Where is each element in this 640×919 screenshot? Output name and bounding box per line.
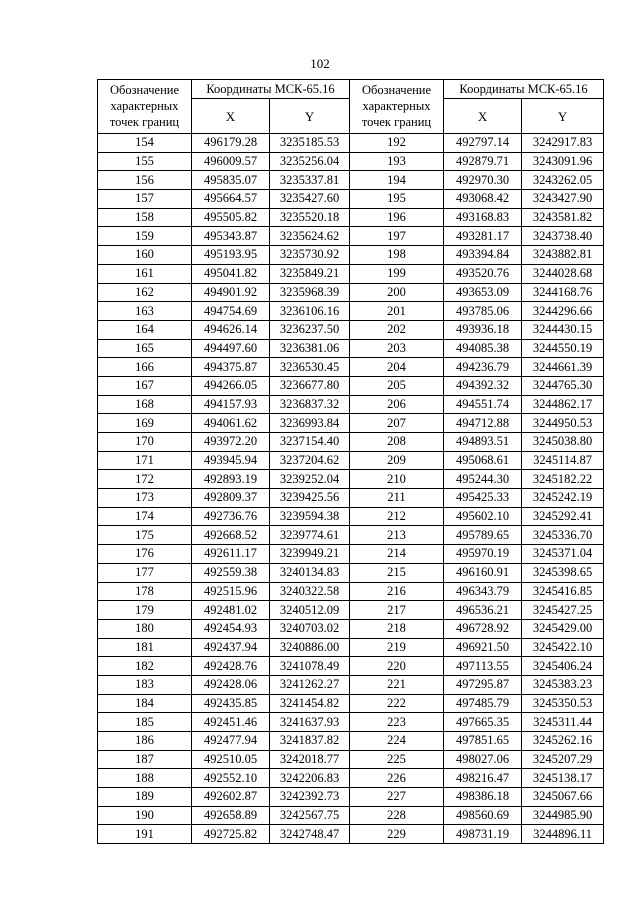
table-row: [98, 414, 604, 433]
left-x-value: 492481.02: [192, 601, 270, 620]
left-x-value: 492428.06: [192, 675, 270, 694]
left-point-number: 190: [98, 806, 192, 825]
right-point-number: 218: [350, 619, 444, 638]
left-x-value: 495343.87: [192, 227, 270, 246]
left-x-value: 494157.93: [192, 395, 270, 414]
right-x-value: 492879.71: [444, 152, 522, 171]
right-y-value: 3245067.66: [522, 788, 604, 807]
right-x-value: 494236.79: [444, 358, 522, 377]
right-point-number: 204: [350, 358, 444, 377]
left-x-value: 492435.85: [192, 694, 270, 713]
left-y-value: 3239425.56: [270, 489, 350, 508]
left-y-value: 3239252.04: [270, 470, 350, 489]
left-point-number: 173: [98, 489, 192, 508]
right-x-value: 492797.14: [444, 134, 522, 153]
right-point-number: 213: [350, 526, 444, 545]
right-y-value: 3245292.41: [522, 507, 604, 526]
left-point-number: 168: [98, 395, 192, 414]
right-point-number: 207: [350, 414, 444, 433]
left-x-value: 492736.76: [192, 507, 270, 526]
left-x-value: 494061.62: [192, 414, 270, 433]
left-y-value: 3241262.27: [270, 675, 350, 694]
left-y-value: 3235256.04: [270, 152, 350, 171]
left-point-number: 179: [98, 601, 192, 620]
left-x-value: 492437.94: [192, 638, 270, 657]
right-point-number: 212: [350, 507, 444, 526]
table-row: [98, 152, 604, 171]
right-point-number: 205: [350, 376, 444, 395]
left-point-number: 159: [98, 227, 192, 246]
header-y-right: Y: [522, 99, 604, 134]
table-row: [98, 190, 604, 209]
right-y-value: 3245429.00: [522, 619, 604, 638]
left-y-value: 3235968.39: [270, 283, 350, 302]
left-point-number: 155: [98, 152, 192, 171]
table-row: [98, 134, 604, 153]
right-y-value: 3244950.53: [522, 414, 604, 433]
left-point-number: 177: [98, 563, 192, 582]
right-y-value: 3244430.15: [522, 320, 604, 339]
left-y-value: 3240322.58: [270, 582, 350, 601]
table-row: [98, 395, 604, 414]
left-y-value: 3235427.60: [270, 190, 350, 209]
header-x-right: X: [444, 99, 522, 134]
left-x-value: 495193.95: [192, 246, 270, 265]
right-x-value: 495425.33: [444, 489, 522, 508]
right-point-number: 222: [350, 694, 444, 713]
left-x-value: 492668.52: [192, 526, 270, 545]
left-x-value: 495664.57: [192, 190, 270, 209]
right-point-number: 220: [350, 657, 444, 676]
right-x-value: 496728.92: [444, 619, 522, 638]
right-point-number: 201: [350, 302, 444, 321]
right-x-value: 497113.55: [444, 657, 522, 676]
left-y-value: 3235849.21: [270, 264, 350, 283]
right-x-value: 492970.30: [444, 171, 522, 190]
left-x-value: 492893.19: [192, 470, 270, 489]
right-y-value: 3245350.53: [522, 694, 604, 713]
left-x-value: 492451.46: [192, 713, 270, 732]
left-y-value: 3235185.53: [270, 134, 350, 153]
right-x-value: 493168.83: [444, 208, 522, 227]
right-point-number: 215: [350, 563, 444, 582]
left-x-value: 492428.76: [192, 657, 270, 676]
left-y-value: 3242748.47: [270, 825, 350, 844]
left-x-value: 494266.05: [192, 376, 270, 395]
right-point-number: 221: [350, 675, 444, 694]
table-row: [98, 619, 604, 638]
left-y-value: 3236530.45: [270, 358, 350, 377]
right-x-value: 494712.88: [444, 414, 522, 433]
right-x-value: 495970.19: [444, 545, 522, 564]
left-point-number: 157: [98, 190, 192, 209]
left-point-number: 161: [98, 264, 192, 283]
left-x-value: 492477.94: [192, 732, 270, 751]
coordinates-table: [97, 79, 604, 844]
left-x-value: 496009.57: [192, 152, 270, 171]
right-point-number: 194: [350, 171, 444, 190]
right-y-value: 3242917.83: [522, 134, 604, 153]
right-x-value: 493785.06: [444, 302, 522, 321]
left-y-value: 3240886.00: [270, 638, 350, 657]
left-y-value: 3235337.81: [270, 171, 350, 190]
right-x-value: 498386.18: [444, 788, 522, 807]
left-point-number: 176: [98, 545, 192, 564]
right-point-number: 208: [350, 433, 444, 452]
left-y-value: 3237204.62: [270, 451, 350, 470]
table-row: [98, 638, 604, 657]
right-point-number: 200: [350, 283, 444, 302]
left-x-value: 494754.69: [192, 302, 270, 321]
table-row: [98, 208, 604, 227]
right-y-value: 3245398.65: [522, 563, 604, 582]
right-y-value: 3245182.22: [522, 470, 604, 489]
left-y-value: 3239774.61: [270, 526, 350, 545]
table-row: [98, 171, 604, 190]
left-point-number: 175: [98, 526, 192, 545]
left-point-number: 178: [98, 582, 192, 601]
left-point-number: 164: [98, 320, 192, 339]
right-x-value: 495244.30: [444, 470, 522, 489]
left-y-value: 3241454.82: [270, 694, 350, 713]
left-x-value: 494626.14: [192, 320, 270, 339]
right-y-value: 3243581.82: [522, 208, 604, 227]
left-point-number: 187: [98, 750, 192, 769]
right-x-value: 497851.65: [444, 732, 522, 751]
left-x-value: 495505.82: [192, 208, 270, 227]
right-x-value: 497485.79: [444, 694, 522, 713]
table-row: [98, 526, 604, 545]
table-row: [98, 320, 604, 339]
right-y-value: 3245336.70: [522, 526, 604, 545]
right-point-number: 219: [350, 638, 444, 657]
table-body: [98, 134, 604, 844]
left-point-number: 156: [98, 171, 192, 190]
left-point-number: 188: [98, 769, 192, 788]
right-point-number: 199: [350, 264, 444, 283]
left-point-number: 166: [98, 358, 192, 377]
table-row: [98, 769, 604, 788]
right-point-number: 203: [350, 339, 444, 358]
left-x-value: 492658.89: [192, 806, 270, 825]
left-y-value: 3235520.18: [270, 208, 350, 227]
left-y-value: 3240512.09: [270, 601, 350, 620]
right-point-number: 227: [350, 788, 444, 807]
right-x-value: 494893.51: [444, 433, 522, 452]
table-row: [98, 302, 604, 321]
left-point-number: 184: [98, 694, 192, 713]
table-row: [98, 750, 604, 769]
right-y-value: 3243738.40: [522, 227, 604, 246]
right-y-value: 3245262.16: [522, 732, 604, 751]
right-x-value: 498731.19: [444, 825, 522, 844]
table-row: [98, 227, 604, 246]
right-y-value: 3245371.04: [522, 545, 604, 564]
table-header: [98, 80, 604, 134]
right-x-value: 494085.38: [444, 339, 522, 358]
right-point-number: 223: [350, 713, 444, 732]
table-row: [98, 246, 604, 265]
left-point-number: 191: [98, 825, 192, 844]
left-point-number: 171: [98, 451, 192, 470]
right-point-number: 225: [350, 750, 444, 769]
right-point-number: 192: [350, 134, 444, 153]
left-x-value: 495835.07: [192, 171, 270, 190]
left-x-value: 492559.38: [192, 563, 270, 582]
table-row: [98, 563, 604, 582]
left-point-number: 165: [98, 339, 192, 358]
right-y-value: 3243427.90: [522, 190, 604, 209]
left-y-value: 3242206.83: [270, 769, 350, 788]
left-x-value: 492809.37: [192, 489, 270, 508]
table-row: [98, 489, 604, 508]
left-point-number: 172: [98, 470, 192, 489]
right-y-value: 3245406.24: [522, 657, 604, 676]
right-x-value: 493520.76: [444, 264, 522, 283]
right-y-value: 3244296.66: [522, 302, 604, 321]
right-x-value: 496160.91: [444, 563, 522, 582]
left-y-value: 3239594.38: [270, 507, 350, 526]
right-y-value: 3245242.19: [522, 489, 604, 508]
right-x-value: 493281.17: [444, 227, 522, 246]
right-y-value: 3244765.30: [522, 376, 604, 395]
left-y-value: 3241078.49: [270, 657, 350, 676]
right-x-value: 495789.65: [444, 526, 522, 545]
right-x-value: 495068.61: [444, 451, 522, 470]
left-y-value: 3236381.06: [270, 339, 350, 358]
right-x-value: 493653.09: [444, 283, 522, 302]
left-x-value: 496179.28: [192, 134, 270, 153]
right-y-value: 3244168.76: [522, 283, 604, 302]
header-x-left: X: [192, 99, 270, 134]
left-point-number: 160: [98, 246, 192, 265]
table-row: [98, 451, 604, 470]
left-y-value: 3242018.77: [270, 750, 350, 769]
left-x-value: 495041.82: [192, 264, 270, 283]
table-row: [98, 376, 604, 395]
right-y-value: 3245383.23: [522, 675, 604, 694]
left-x-value: 492725.82: [192, 825, 270, 844]
right-x-value: 498027.06: [444, 750, 522, 769]
left-x-value: 494375.87: [192, 358, 270, 377]
left-y-value: 3236837.32: [270, 395, 350, 414]
right-y-value: 3245416.85: [522, 582, 604, 601]
right-point-number: 206: [350, 395, 444, 414]
header-y-left: Y: [270, 99, 350, 134]
left-y-value: 3236106.16: [270, 302, 350, 321]
right-x-value: 497665.35: [444, 713, 522, 732]
right-y-value: 3245207.29: [522, 750, 604, 769]
right-y-value: 3244862.17: [522, 395, 604, 414]
right-point-number: 196: [350, 208, 444, 227]
left-point-number: 158: [98, 208, 192, 227]
right-point-number: 211: [350, 489, 444, 508]
left-point-number: 186: [98, 732, 192, 751]
right-x-value: 493394.84: [444, 246, 522, 265]
table-row: [98, 657, 604, 676]
right-y-value: 3243882.81: [522, 246, 604, 265]
right-x-value: 493068.42: [444, 190, 522, 209]
table-row: [98, 806, 604, 825]
left-point-number: 181: [98, 638, 192, 657]
header-point-designation-right: Обозначение характерных точек границ: [350, 80, 444, 134]
table-row: [98, 358, 604, 377]
table-row: [98, 264, 604, 283]
table-row: [98, 694, 604, 713]
right-y-value: 3245427.25: [522, 601, 604, 620]
header-coordinates-right: Координаты МСК-65.16: [444, 80, 604, 99]
left-y-value: 3237154.40: [270, 433, 350, 452]
right-point-number: 217: [350, 601, 444, 620]
left-y-value: 3240703.02: [270, 619, 350, 638]
table-row: [98, 582, 604, 601]
left-point-number: 180: [98, 619, 192, 638]
left-x-value: 492552.10: [192, 769, 270, 788]
left-x-value: 492611.17: [192, 545, 270, 564]
right-x-value: 497295.87: [444, 675, 522, 694]
table-row: [98, 283, 604, 302]
left-x-value: 492602.87: [192, 788, 270, 807]
page-number: 102: [310, 56, 330, 71]
left-point-number: 169: [98, 414, 192, 433]
left-point-number: 182: [98, 657, 192, 676]
right-point-number: 209: [350, 451, 444, 470]
right-y-value: 3244661.39: [522, 358, 604, 377]
right-point-number: 193: [350, 152, 444, 171]
right-point-number: 210: [350, 470, 444, 489]
right-y-value: 3244985.90: [522, 806, 604, 825]
header-point-designation-left: Обозначение характерных точек границ: [98, 80, 192, 134]
right-y-value: 3245422.10: [522, 638, 604, 657]
right-point-number: 224: [350, 732, 444, 751]
left-y-value: 3242567.75: [270, 806, 350, 825]
left-point-number: 163: [98, 302, 192, 321]
left-y-value: 3236237.50: [270, 320, 350, 339]
right-x-value: 494551.74: [444, 395, 522, 414]
right-y-value: 3244896.11: [522, 825, 604, 844]
left-x-value: 492515.96: [192, 582, 270, 601]
right-y-value: 3244550.19: [522, 339, 604, 358]
left-y-value: 3241837.82: [270, 732, 350, 751]
left-y-value: 3239949.21: [270, 545, 350, 564]
table-row: [98, 788, 604, 807]
right-x-value: 498216.47: [444, 769, 522, 788]
table-row: [98, 732, 604, 751]
left-point-number: 189: [98, 788, 192, 807]
right-y-value: 3245038.80: [522, 433, 604, 452]
left-y-value: 3240134.83: [270, 563, 350, 582]
right-y-value: 3243262.05: [522, 171, 604, 190]
left-x-value: 493945.94: [192, 451, 270, 470]
right-point-number: 229: [350, 825, 444, 844]
right-x-value: 495602.10: [444, 507, 522, 526]
right-point-number: 214: [350, 545, 444, 564]
table-row: [98, 545, 604, 564]
left-point-number: 167: [98, 376, 192, 395]
left-y-value: 3236677.80: [270, 376, 350, 395]
left-x-value: 492510.05: [192, 750, 270, 769]
left-x-value: 493972.20: [192, 433, 270, 452]
table-row: [98, 675, 604, 694]
right-point-number: 195: [350, 190, 444, 209]
right-x-value: 496343.79: [444, 582, 522, 601]
left-point-number: 154: [98, 134, 192, 153]
left-y-value: 3235624.62: [270, 227, 350, 246]
right-point-number: 216: [350, 582, 444, 601]
right-x-value: 496536.21: [444, 601, 522, 620]
table-row: [98, 433, 604, 452]
right-x-value: 496921.50: [444, 638, 522, 657]
table-row: [98, 470, 604, 489]
left-y-value: 3235730.92: [270, 246, 350, 265]
right-y-value: 3244028.68: [522, 264, 604, 283]
left-y-value: 3242392.73: [270, 788, 350, 807]
right-point-number: 226: [350, 769, 444, 788]
left-point-number: 185: [98, 713, 192, 732]
left-y-value: 3236993.84: [270, 414, 350, 433]
left-x-value: 492454.93: [192, 619, 270, 638]
left-point-number: 162: [98, 283, 192, 302]
table-row: [98, 825, 604, 844]
right-y-value: 3243091.96: [522, 152, 604, 171]
right-x-value: 493936.18: [444, 320, 522, 339]
table-row: [98, 339, 604, 358]
right-point-number: 197: [350, 227, 444, 246]
table-row: [98, 713, 604, 732]
left-y-value: 3241637.93: [270, 713, 350, 732]
table-row: [98, 601, 604, 620]
left-point-number: 174: [98, 507, 192, 526]
left-point-number: 170: [98, 433, 192, 452]
right-x-value: 498560.69: [444, 806, 522, 825]
right-y-value: 3245114.87: [522, 451, 604, 470]
left-x-value: 494901.92: [192, 283, 270, 302]
right-point-number: 198: [350, 246, 444, 265]
right-y-value: 3245138.17: [522, 769, 604, 788]
right-point-number: 228: [350, 806, 444, 825]
right-point-number: 202: [350, 320, 444, 339]
right-y-value: 3245311.44: [522, 713, 604, 732]
table-row: [98, 507, 604, 526]
right-x-value: 494392.32: [444, 376, 522, 395]
left-x-value: 494497.60: [192, 339, 270, 358]
header-coordinates-left: Координаты МСК-65.16: [192, 80, 350, 99]
left-point-number: 183: [98, 675, 192, 694]
